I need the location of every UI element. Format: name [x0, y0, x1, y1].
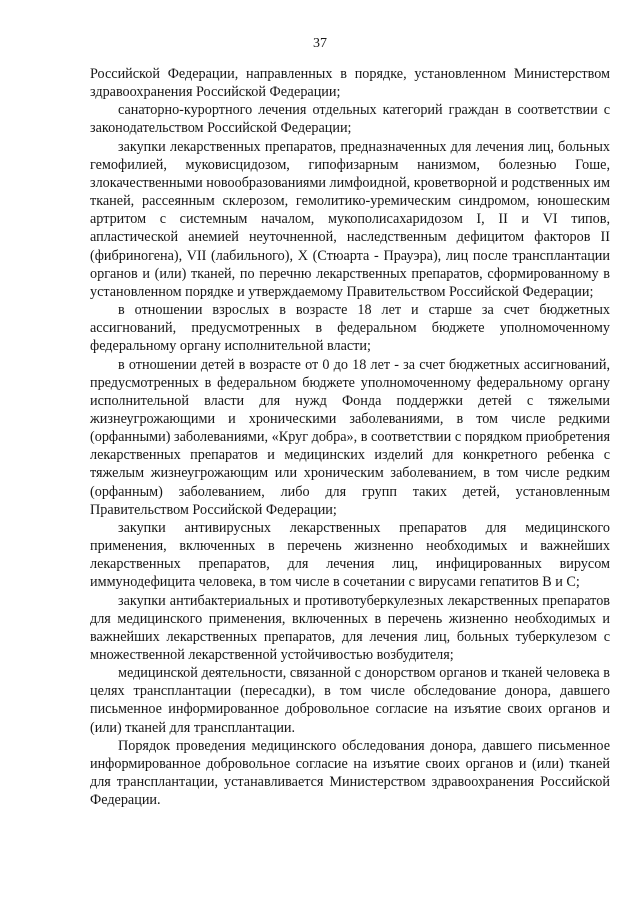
paragraph-children: в отношении детей в возрасте от 0 до 18 лет - за счет бюджетных ассигнований, предусмотренных в федеральном бюджете уполномоченному федеральному органу исполнительной власти для нужд Фонда поддержки детей с тяжелыми жизнеугрожающими и хроническими заболеваниями, в том числе редкими (орфанными) заболеваниями, «Круг добра», в соответствии с порядком приобретения лекарственных препаратов и медицинских изделий для конкретного ребенка с тяжелым жизнеугрожающим или хроническим заболеванием, в том числе редким (орфанным) заболеванием, либо для групп таких детей, установленным Правительством Российской Федерации; — [90, 356, 610, 518]
document-body — [90, 65, 610, 809]
paragraph-antibacterial-drugs: закупки антибактериальных и противотуберкулезных лекарственных препаратов для медицинского применения, включенных в перечень жизненно необходимых и важнейших лекарственных препаратов, для лечения лиц, больных туберкулезом с множественной лекарственной устойчивостью возбудителя; — [90, 592, 610, 663]
page-number: 37 — [313, 36, 327, 51]
paragraph-drug-purchases: закупки лекарственных препаратов, предназначенных для лечения лиц, больных гемофилией, муковисцидозом, гипофизарным нанизмом, болезнью Гоше, злокачественными новообразованиями лимфоидной, кроветворной и родственных им тканей, рассеянным склерозом, гемолитико-уремическим синдромом, юношеским артритом с системным началом, мукополисахаридозом I, II и VI типов, апластической анемией неуточненной, наследственным дефицитом факторов II (фибриногена), VII (лабильного), X (Стюарта - Прауэра), лиц после трансплантации органов и (или) тканей, по перечню лекарственных препаратов, сформированному в установленном порядке и утверждаемому Правительством Российской Федерации; — [90, 138, 610, 300]
paragraph-adults: в отношении взрослых в возрасте 18 лет и старше за счет бюджетных ассигнований, предусмотренных в федеральном бюджете уполномоченному федеральному органу исполнительной власти; — [90, 302, 610, 355]
paragraph-antiviral-drugs: закупки антивирусных лекарственных препаратов для медицинского применения, включенных в перечень жизненно необходимых и важнейших лекарственных препаратов, для лечения лиц, инфицированных вирусом иммунодефицита человека, в том числе в сочетании с вирусами гепатитов B и C; — [90, 519, 610, 591]
paragraph-sanatorium-treatment: санаторно-курортного лечения отдельных категорий граждан в соответствии с законодательством Российской Федерации; — [90, 102, 610, 137]
paragraph-organ-donation: медицинской деятельности, связанной с донорством органов и тканей человека в целях трансплантации (пересадки), в том числе обследование донора, давшего письменное информированное добровольное согласие на изъятие своих органов и (или) тканей для трансплантации. — [90, 665, 610, 736]
paragraph-continuation: Российской Федерации, направленных в порядке, установленном Министерством здравоохранения Российской Федерации; — [90, 66, 610, 101]
paragraph-donor-examination: Порядок проведения медицинского обследования донора, давшего письменное информированное добровольное согласие на изъятие своих органов и (или) тканей для трансплантации, устанавливается Министерством здравоохранения Российской Федерации. — [90, 737, 610, 809]
